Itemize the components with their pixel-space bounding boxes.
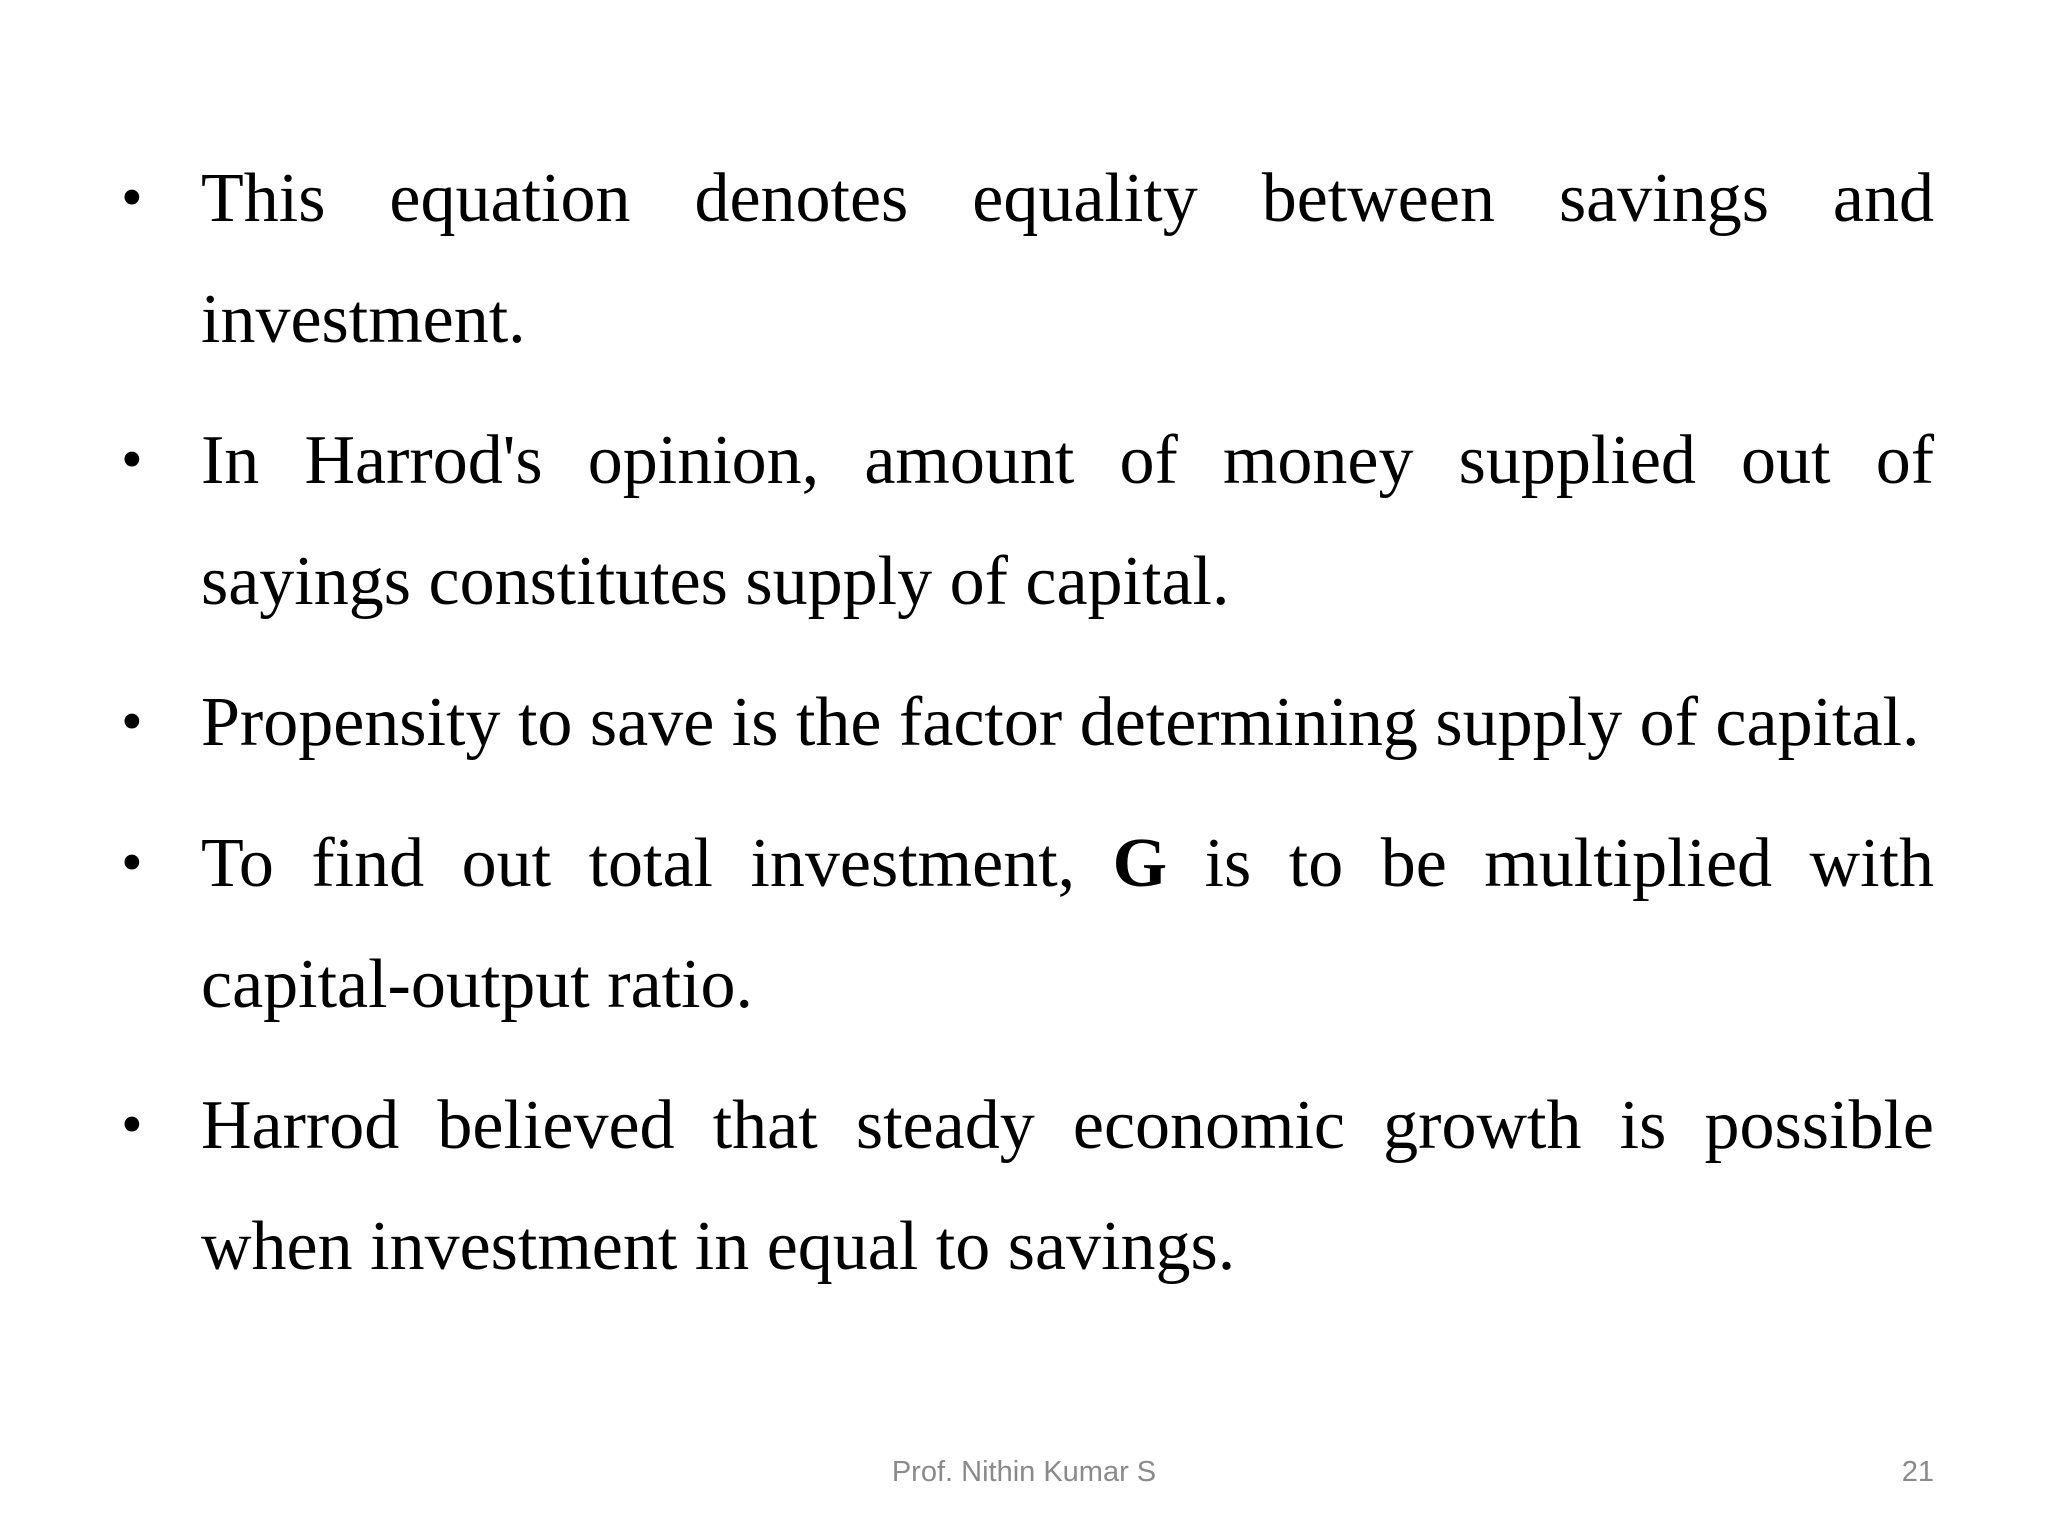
growth-rate-symbol: G bbox=[1112, 825, 1168, 902]
bullet-text-part: is to be multiplied with capital-output ratio. bbox=[201, 825, 1935, 1023]
bullet-icon: • bbox=[121, 426, 143, 494]
bullet-item bbox=[0, 803, 2048, 1045]
bullet-icon: • bbox=[121, 1091, 143, 1159]
bullet-text-part: To find out total investment, bbox=[201, 825, 1113, 902]
bullet-text: In Harrod's opinion, amount of money supplied out of sayings constitutes supply of capital. bbox=[201, 422, 1934, 620]
page-number: 21 bbox=[1901, 1456, 1934, 1488]
bullet-icon: • bbox=[121, 829, 143, 897]
bullet-item bbox=[0, 1065, 2048, 1307]
bullet-icon: • bbox=[121, 688, 143, 756]
bullet-item bbox=[0, 662, 2048, 783]
bullet-list bbox=[0, 138, 2048, 1327]
bullet-item bbox=[0, 400, 2048, 642]
bullet-text bbox=[201, 803, 1934, 1045]
bullet-item bbox=[0, 138, 2048, 380]
bullet-text: This equation denotes equality between savings and investment. bbox=[201, 160, 1934, 358]
footer-author: Prof. Nithin Kumar S bbox=[891, 1456, 1157, 1488]
bullet-text: Harrod believed that steady economic growth is possible when investment in equal to savings. bbox=[201, 1087, 1934, 1285]
bullet-icon: • bbox=[121, 164, 143, 232]
bullet-text: Propensity to save is the factor determining supply of capital. bbox=[201, 684, 1920, 761]
